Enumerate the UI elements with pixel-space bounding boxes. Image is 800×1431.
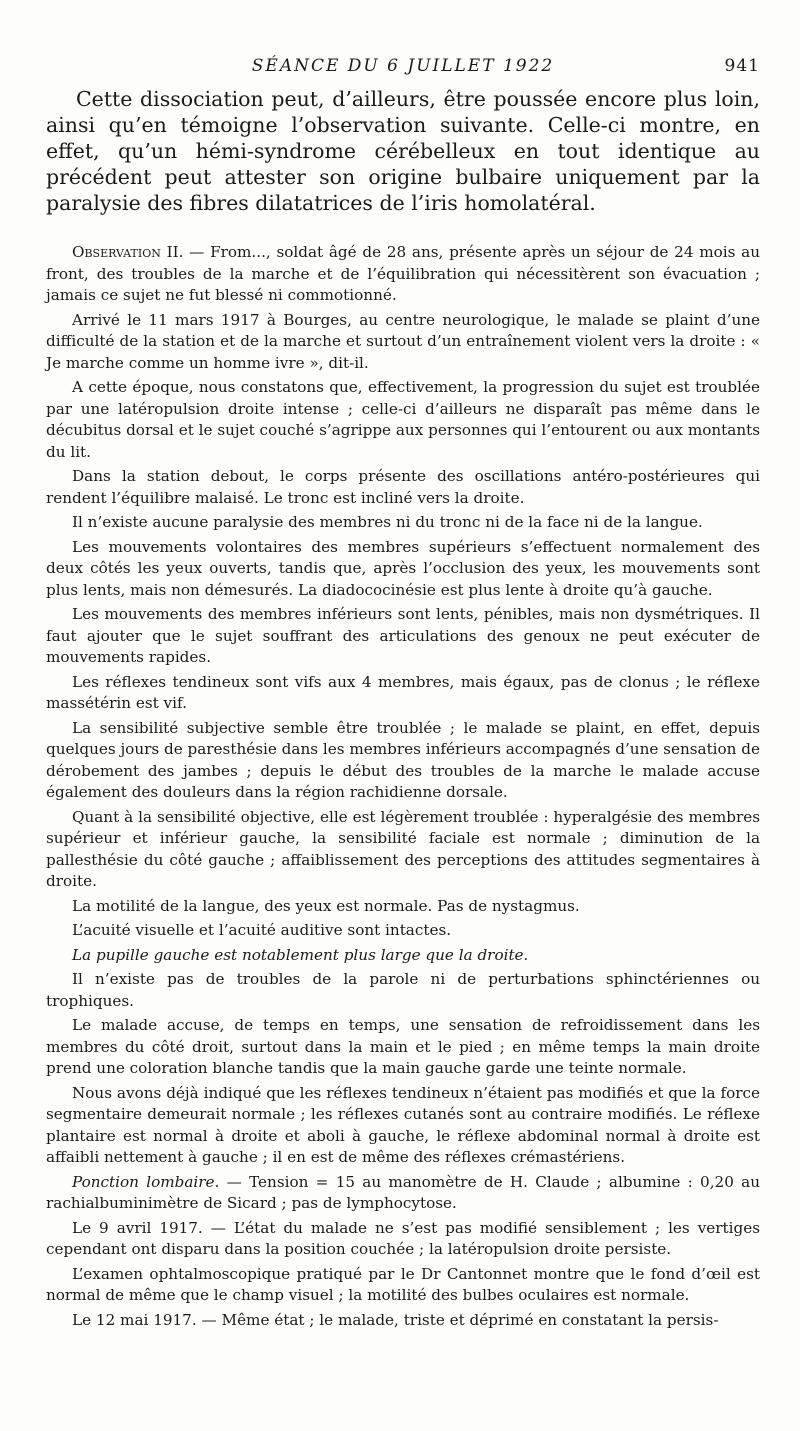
paragraph: Nous avons déjà indiqué que les réflexes tendineux n’étaient pas modifiés et que la force segmentaire demeurait normale ; les réflexes cutanés sont au contraire modifiés. Le réflexe plantaire est normal à droite et aboli à gauche, le réflexe abdominal normal à droite est affaibli nettement à gauche ; il en est de même des réflexes crémastériens. [46,1083,760,1166]
paragraph: Le malade accuse, de temps en temps, une sensation de refroidissement dans les membres du côté droit, surtout dans la main et le pied ; en même temps la main droite prend une coloration blanche tandis que la main gauche garde une teinte normale. [46,1016,760,1077]
paragraph: Quant à la sensibilité objective, elle est légèrement troublée : hyperalgésie des membres supérieur et inférieur gauche, la sensibilité faciale est normale ; diminution de la pallesthésie du côté gauche ; affaiblissement des perceptions des attitudes segmentaires à droite. [46,807,760,890]
paragraph: Le 9 avril 1917. — L’état du malade ne s’est pas modifié sensiblement ; les vertiges cependant ont disparu dans la position couchée ; la latéropulsion droite persiste. [46,1218,760,1258]
observation-intro-text: — From..., soldat âgé de 28 ans, présente après un séjour de 24 mois au front, des troubles de la marche et de l’équilibration qui nécessitèrent son évacuation ; jamais ce sujet ne fut blessé ni commotionné. [46,243,760,304]
paragraph: Il n’existe pas de troubles de la parole ni de perturbations sphinctériennes ou trophiques. [46,970,760,1010]
ponction-text: — Tension = 15 au manomètre de H. Claude ; albumine : 0,20 au rachialbuminimètre de Sicard ; pas de lymphocytose. [46,1172,761,1212]
paragraph: Les mouvements des membres inférieurs sont lents, pénibles, mais non dysmétriques. Il faut ajouter que le sujet souffrant des articulations des genoux ne peut exécuter de mouvements rapides. [46,605,760,666]
paragraph: Les mouvements volontaires des membres supérieurs s’effectuent normalement des deux côtés les yeux ouverts, tandis que, après l’occlusion des yeux, les mouvements sont plus lents, mais non démesurés. La diadococinésie est plus lente à droite qu’à gauche. [46,537,760,599]
paragraph: L’examen ophtalmoscopique pratiqué par le Dr Cantonnet montre que le fond d’œil est normal de même que le champ visuel ; la motilité des bulbes oculaires est normale. [46,1264,760,1304]
paragraph: La motilité de la langue, des yeux est normale. Pas de nystagmus. [72,896,580,915]
running-title: SÉANCE DU 6 JUILLET 1922 [251,56,555,76]
ponction-label: Ponction lombaire. [72,1172,220,1191]
paragraph: Dans la station debout, le corps présente des oscillations antéro-postérieures qui rendent l’équilibre malaisé. Le tronc est incliné vers la droite. [46,467,760,507]
italic-paragraph: La pupille gauche est notablement plus large que la droite. [72,945,529,964]
page-header [46,56,760,86]
observation-intro [46,242,760,307]
observation-section [46,242,760,1331]
paragraph: L’acuité visuelle et l’acuité auditive sont intactes. [72,921,452,939]
ponction-paragraph [46,1172,760,1215]
lead-section [46,86,760,216]
paragraph: La sensibilité subjective semble être troublée ; le malade se plaint, en effet, depuis quelques jours de paresthésie dans les membres inférieurs accompagnés d’une sensation de dérobement des jambes ; depuis le début des troubles de la marche le malade accuse également des douleurs dans la région rachidienne dorsale. [46,718,760,801]
paragraph: A cette époque, nous constatons que, effectivement, la progression du sujet est troublée par une latéropulsion droite intense ; celle-ci d’ailleurs ne disparaît pas même dans le décubitus dorsal et le sujet couché s’agrippe aux personnes qui l’entourent ou aux montants du lit. [46,378,760,461]
lead-paragraph: Cette dissociation peut, d’ailleurs, être poussée encore plus loin, ainsi qu’en témoigne l’observation suivante. Celle-ci montre, en effet, qu’un hémi-syndrome cérébelleux en tout identique au précédent peut attester son origine bulbaire uniquement par la paralysie des fibres dilatatrices de l’iris homolatéral. [46,87,760,215]
paragraph: Il n’existe aucune paralysie des membres ni du tronc ni de la face ni de la langue. [72,513,703,531]
paragraph: Arrivé le 11 mars 1917 à Bourges, au centre neurologique, le malade se plaint d’une difficulté de la station et de la marche et surtout d’un entraînement violent vers la droite : « Je marche comme un homme ivre », dit-il. [46,310,760,372]
paragraph: Le 12 mai 1917. — Même état ; le malade, triste et déprimé en constatant la persis- [72,1310,719,1329]
observation-label: Observation II. [72,243,184,261]
paragraph: Les réflexes tendineux sont vifs aux 4 membres, mais égaux, pas de clonus ; le réflexe massétérin est vif. [46,672,760,712]
page-number: 941 [724,56,760,76]
